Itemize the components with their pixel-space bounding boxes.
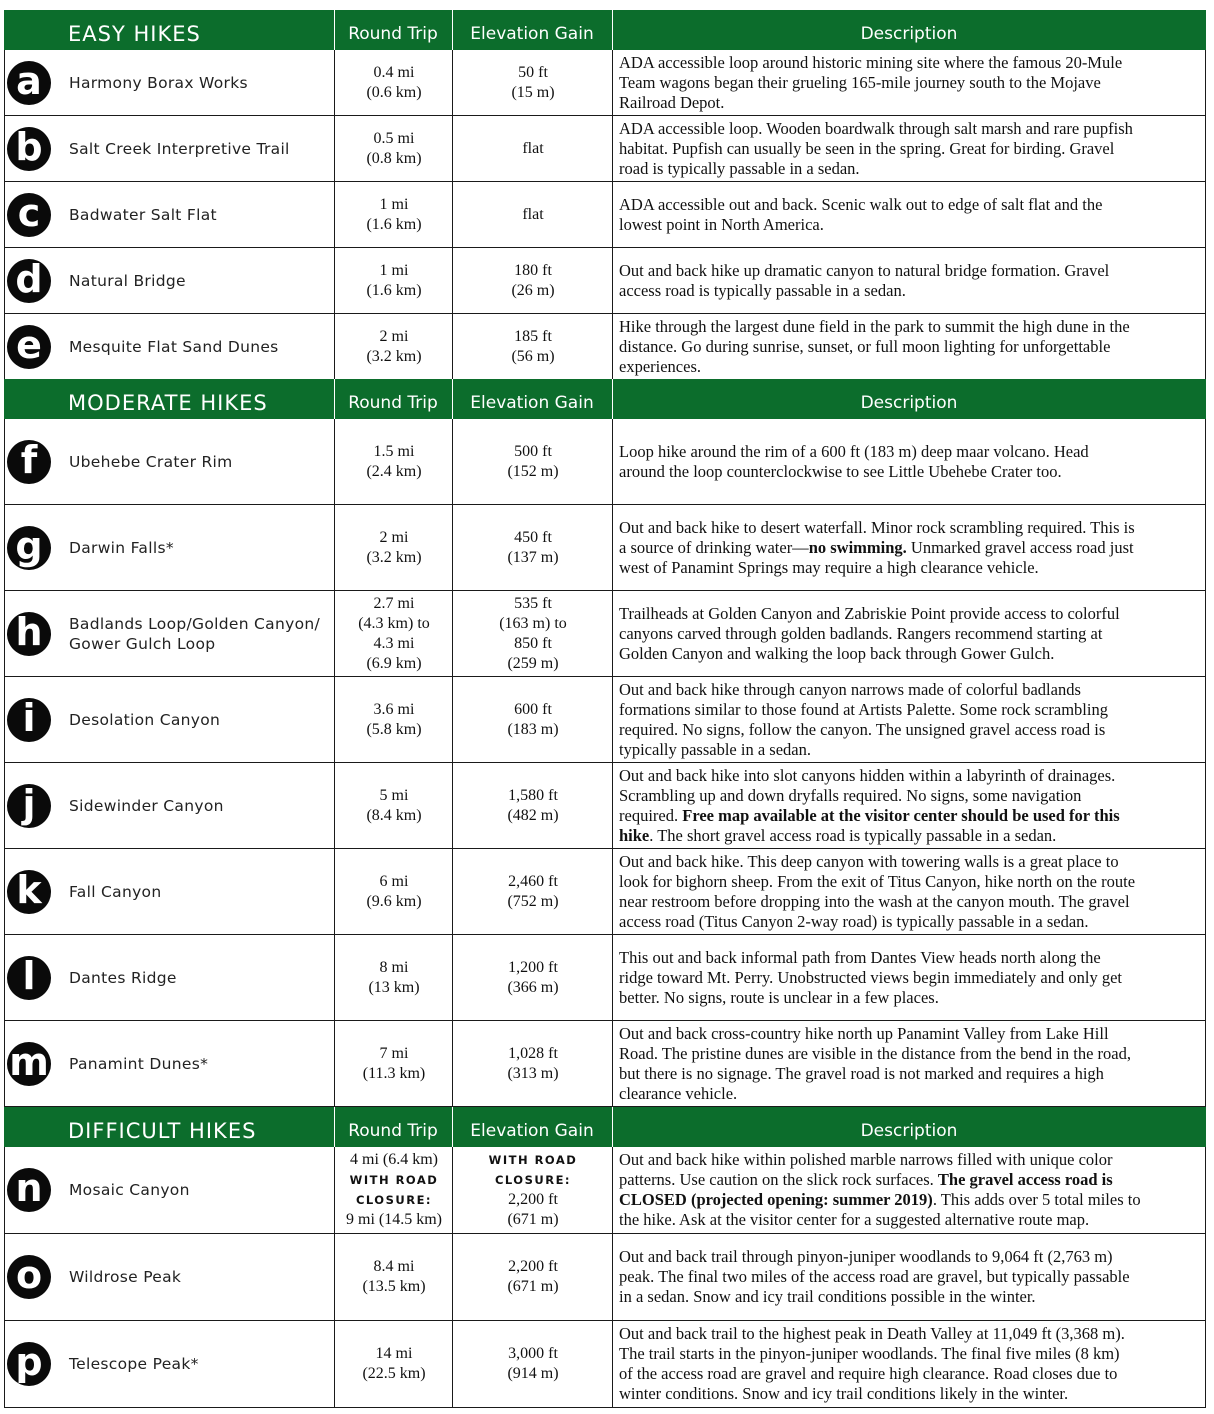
- hike-row: [4, 505, 1206, 591]
- hike-row: [4, 182, 1206, 248]
- hike-letter-badge: g: [7, 526, 51, 570]
- hike-letter-badge: h: [7, 612, 51, 656]
- hike-name: Fall Canyon: [69, 882, 162, 901]
- elevation-gain: 500 ft (152 m): [507, 442, 559, 480]
- hike-description: Out and back trail through pinyon-juniper woodlands to 9,064 ft (2,763 m) peak. The final two miles of the access road are gravel, but typically passable in a sedan. Snow and icy trail conditions possible in the winter.: [619, 1247, 1130, 1306]
- column-header-round-trip: Round Trip: [348, 24, 438, 44]
- round-trip-distance: 0.4 mi (0.6 km): [366, 63, 422, 101]
- hike-row: [4, 677, 1206, 763]
- elevation-gain: 2,460 ft (752 m): [507, 872, 559, 910]
- column-header-description: Description: [860, 1121, 958, 1141]
- hike-letter-badge: o: [7, 1255, 51, 1299]
- header-divider: [612, 1107, 613, 1147]
- header-divider: [452, 10, 453, 50]
- header-divider: [334, 1107, 335, 1147]
- hike-name: Telescope Peak*: [69, 1355, 199, 1373]
- round-trip-distance: 2 mi (3.2 km): [366, 327, 422, 365]
- elevation-gain: 450 ft (137 m): [507, 528, 559, 566]
- hike-description: ADA accessible loop around historic mining site where the famous 20-Mule Team wagons began their grueling 165-mile journey south to the Mojave Railroad Depot.: [619, 52, 1123, 112]
- hike-name: Sidewinder Canyon: [69, 796, 224, 815]
- round-trip-distance: 4 mi (6.4 km) WITH ROAD CLOSURE: 9 mi (14.5 km): [346, 1151, 442, 1228]
- hike-description: Out and back hike into slot canyons hidden within a labyrinth of drainages. Scrambling up and down dryfalls required. No signs, some navigation required. Free map available at the visitor center should be used for this hike. The short gravel access road is typically passable in a sedan.: [619, 765, 1120, 845]
- hike-letter-badge: a: [7, 61, 51, 105]
- elevation-gain: 1,200 ft (366 m): [507, 958, 559, 996]
- hike-row: [4, 116, 1206, 182]
- hike-row: [4, 591, 1206, 677]
- header-divider: [612, 10, 613, 50]
- hike-row: [4, 314, 1206, 380]
- hike-name: Natural Bridge: [69, 271, 186, 290]
- hike-name: Darwin Falls*: [69, 538, 174, 557]
- round-trip-distance: 2 mi (3.2 km): [366, 528, 422, 566]
- elevation-gain: 600 ft (183 m): [507, 700, 559, 738]
- hike-letter-badge: b: [7, 127, 51, 171]
- hike-name: Ubehebe Crater Rim: [69, 452, 233, 471]
- section-title: DIFFICULT HIKES: [68, 1119, 257, 1143]
- hike-name: Desolation Canyon: [69, 710, 221, 729]
- hike-row: [4, 419, 1206, 505]
- hike-letter-badge: p: [7, 1342, 51, 1386]
- elevation-gain: 535 ft (163 m) to 850 ft (259 m): [499, 594, 567, 672]
- elevation-gain: 180 ft (26 m): [511, 261, 555, 299]
- section-header: [4, 10, 1206, 50]
- section-header: [4, 379, 1206, 419]
- round-trip-distance: 0.5 mi (0.8 km): [366, 129, 422, 167]
- hike-description: ADA accessible out and back. Scenic walk out to edge of salt flat and the lowest point in North America.: [619, 194, 1103, 234]
- header-divider: [612, 379, 613, 419]
- hike-name: Panamint Dunes*: [69, 1054, 209, 1073]
- hike-name: Dantes Ridge: [69, 968, 177, 987]
- round-trip-distance: 2.7 mi (4.3 km) to 4.3 mi (6.9 km): [358, 594, 430, 672]
- column-header-elevation-gain: Elevation Gain: [470, 24, 594, 44]
- hike-letter-badge: c: [7, 193, 51, 237]
- hike-description: ADA accessible loop. Wooden boardwalk through salt marsh and rare pupfish habitat. Pupfish can usually be seen in the spring. Great for birding. Gravel road is typically passable in a sedan.: [619, 118, 1133, 178]
- hike-name: Wildrose Peak: [69, 1268, 182, 1286]
- hike-letter-badge: j: [7, 784, 51, 828]
- hike-letter-badge: n: [7, 1168, 51, 1212]
- hike-letter-badge: m: [7, 1042, 51, 1086]
- hike-row: [4, 849, 1206, 935]
- round-trip-distance: 14 mi (22.5 km): [362, 1345, 426, 1382]
- hike-row: [4, 50, 1206, 116]
- hike-letter-badge: k: [7, 870, 51, 914]
- elevation-gain: 1,028 ft (313 m): [507, 1044, 559, 1082]
- hike-letter-badge: i: [7, 698, 51, 742]
- hike-row: [4, 935, 1206, 1021]
- hike-description: Out and back hike. This deep canyon with towering walls is a great place to look for bighorn sheep. From the exit of Titus Canyon, hike north on the route near restroom before dropping into the wash at the canyon mouth. The gravel access road (Titus Canyon 2-way road) is typically passable in a sedan.: [619, 851, 1136, 931]
- hike-letter-badge: f: [7, 440, 51, 484]
- hike-name: Badlands Loop/Golden Canyon/ Gower Gulch Loop: [69, 614, 321, 653]
- hike-name: Harmony Borax Works: [69, 73, 248, 92]
- column-header-elevation-gain: Elevation Gain: [470, 1121, 594, 1141]
- hike-letter-badge: l: [7, 956, 51, 1000]
- header-divider: [334, 379, 335, 419]
- column-header-description: Description: [860, 393, 958, 413]
- round-trip-distance: 8 mi (13 km): [368, 958, 420, 996]
- section-title: MODERATE HIKES: [68, 391, 268, 415]
- column-header-round-trip: Round Trip: [348, 393, 438, 413]
- elevation-gain: flat: [522, 205, 544, 223]
- hike-description: Hike through the largest dune field in the park to summit the high dune in the distance. Go during sunrise, sunset, or full moon lighting for unforgettable experiences.: [619, 316, 1130, 376]
- section-header: [4, 1107, 1206, 1147]
- elevation-gain: 2,200 ft (671 m): [507, 1258, 559, 1295]
- section-title: EASY HIKES: [68, 22, 201, 46]
- header-divider: [452, 1107, 453, 1147]
- round-trip-distance: 1.5 mi (2.4 km): [366, 442, 422, 480]
- hike-row: [4, 248, 1206, 314]
- column-header-round-trip: Round Trip: [348, 1121, 438, 1141]
- elevation-gain: 1,580 ft (482 m): [507, 786, 559, 824]
- round-trip-distance: 3.6 mi (5.8 km): [366, 700, 422, 738]
- hike-row: [4, 1147, 1206, 1234]
- column-header-description: Description: [860, 24, 958, 44]
- hike-description: This out and back informal path from Dantes View heads north along the ridge toward Mt. Perry. Unobstructed views begin immediately and only get better. No signs, route is unclear in a few places.: [619, 947, 1122, 1007]
- elevation-gain: 50 ft (15 m): [511, 63, 555, 101]
- hike-description: Out and back hike up dramatic canyon to natural bridge formation. Gravel access road is typically passable in a sedan.: [619, 260, 1110, 300]
- round-trip-distance: 1 mi (1.6 km): [366, 195, 422, 233]
- hike-row: [4, 1021, 1206, 1107]
- round-trip-distance: 6 mi (9.6 km): [366, 872, 422, 910]
- hike-description: Loop hike around the rim of a 600 ft (183 m) deep maar volcano. Head around the loop counterclockwise to see Little Ubehebe Crater too.: [619, 441, 1089, 481]
- hike-letter-badge: d: [7, 259, 51, 303]
- hike-description: Out and back cross-country hike north up Panamint Valley from Lake Hill Road. The pristine dunes are visible in the distance from the bend in the road, but there is no signage. The gravel road is not marked and requires a high clearance vehicle.: [619, 1023, 1131, 1103]
- hike-name: Salt Creek Interpretive Trail: [69, 139, 290, 158]
- hike-name: Mesquite Flat Sand Dunes: [69, 337, 279, 356]
- hike-name: Badwater Salt Flat: [69, 205, 217, 224]
- round-trip-distance: 1 mi (1.6 km): [366, 261, 422, 299]
- round-trip-distance: 7 mi (11.3 km): [362, 1044, 426, 1082]
- hike-description: Out and back trail to the highest peak in Death Valley at 11,049 ft (3,368 m). The trail starts in the pinyon-juniper woodlands. The final five miles (8 km) of the access road are gravel and require high clearance. Road closes due to winter conditions. Snow and icy trail conditions likely in the winter.: [619, 1324, 1125, 1403]
- header-divider: [334, 10, 335, 50]
- hike-row: [4, 1234, 1206, 1321]
- hike-description: Out and back hike within polished marble narrows filled with unique color patterns. Use caution on the slick rock surfaces. The gravel access road is CLOSED (projected opening: summer 2019). This adds over 5 total miles to the hike. Ask at the visitor center for a suggested alternative route map.: [619, 1150, 1141, 1229]
- hike-letter-badge: e: [7, 325, 51, 369]
- hike-row: [4, 1321, 1206, 1408]
- column-header-elevation-gain: Elevation Gain: [470, 393, 594, 413]
- hike-name: Mosaic Canyon: [69, 1181, 190, 1199]
- hike-row: [4, 763, 1206, 849]
- hike-description: Out and back hike through canyon narrows made of colorful badlands formations similar to those found at Artists Palette. Some rock scrambling required. No signs, follow the canyon. The unsigned gravel access road is typically passable in a sedan.: [619, 679, 1108, 759]
- round-trip-distance: 8.4 mi (13.5 km): [362, 1258, 426, 1295]
- header-divider: [452, 379, 453, 419]
- hike-description: Out and back hike to desert waterfall. Minor rock scrambling required. This is a source of drinking water—no swimming. Unmarked gravel access road just west of Panamint Springs may require a high clearance vehicle.: [619, 517, 1135, 577]
- elevation-gain: 3,000 ft (914 m): [507, 1345, 559, 1382]
- elevation-gain: WITH ROAD CLOSURE: 2,200 ft (671 m): [488, 1153, 578, 1228]
- elevation-gain: 185 ft (56 m): [511, 327, 555, 365]
- round-trip-distance: 5 mi (8.4 km): [366, 786, 422, 824]
- elevation-gain: flat: [522, 139, 544, 157]
- hike-description: Trailheads at Golden Canyon and Zabriskie Point provide access to colorful canyons carved through golden badlands. Rangers recommend starting at Golden Canyon and walking the loop back through Gower Gulch.: [619, 603, 1120, 663]
